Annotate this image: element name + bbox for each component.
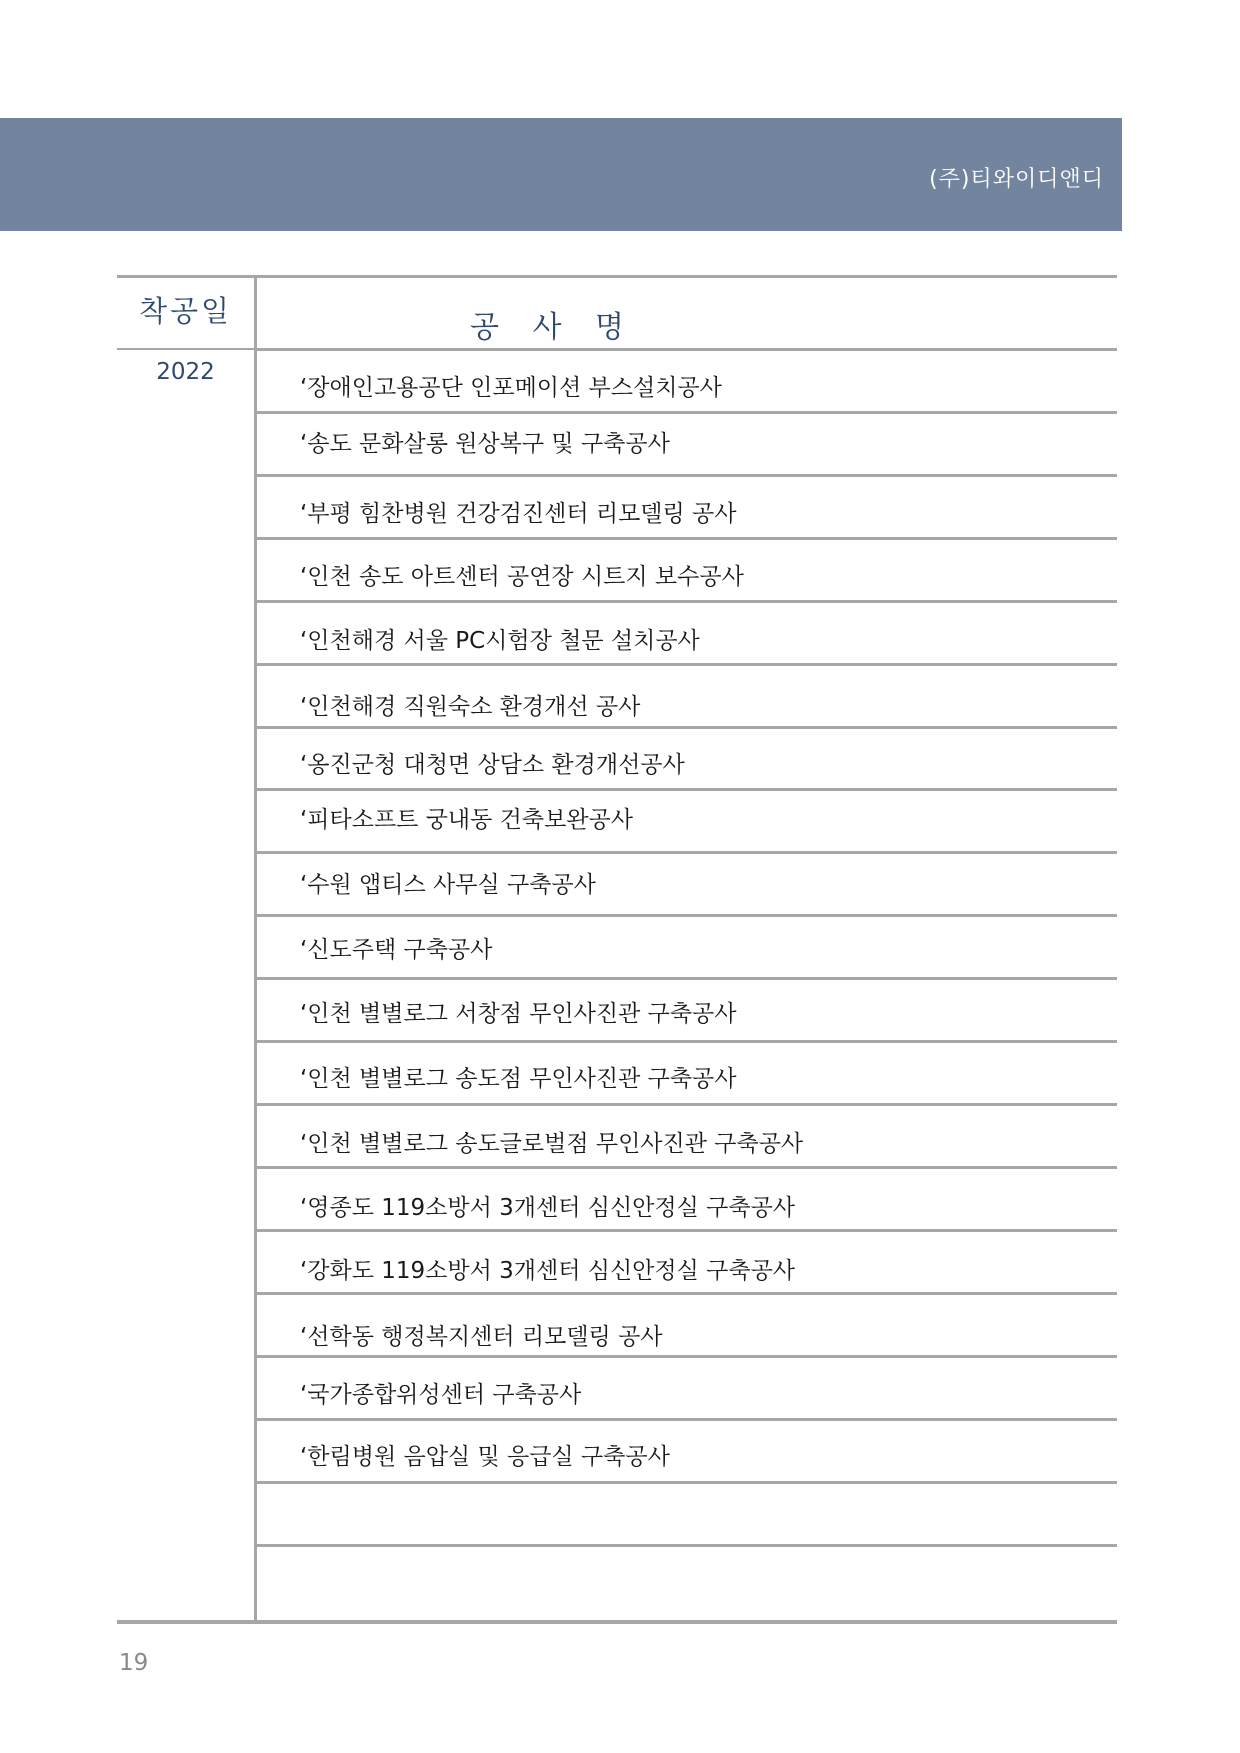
table-row: ‘국가종합위성센터 구축공사 bbox=[300, 1382, 582, 1408]
row-divider bbox=[257, 1481, 1117, 1484]
page-number: 19 bbox=[119, 1650, 149, 1676]
start-date-header: 착공일 bbox=[138, 294, 233, 328]
project-rows bbox=[257, 275, 1117, 1623]
table-row: ‘부평 힘찬병원 건강검진센터 리모델링 공사 bbox=[300, 501, 737, 527]
table-row: ‘송도 문화살롱 원상복구 및 구축공사 bbox=[300, 431, 670, 457]
table-row: ‘선학동 행정복지센터 리모델링 공사 bbox=[300, 1324, 663, 1350]
row-divider bbox=[257, 1544, 1117, 1547]
table-row: ‘인천 별별로그 송도글로벌점 무인사진관 구축공사 bbox=[300, 1131, 804, 1157]
table-row: ‘장애인고용공단 인포메이션 부스설치공사 bbox=[300, 375, 722, 401]
table-row: ‘인천 별별로그 서창점 무인사진관 구축공사 bbox=[300, 1001, 737, 1027]
row-divider bbox=[257, 1040, 1117, 1043]
row-divider bbox=[257, 474, 1117, 477]
year-label: 2022 bbox=[156, 359, 215, 385]
table-row: ‘인천해경 직원숙소 환경개선 공사 bbox=[300, 694, 641, 720]
table-row: ‘영종도 119소방서 3개센터 심신안정실 구축공사 bbox=[300, 1195, 796, 1221]
row-divider bbox=[257, 1355, 1117, 1358]
row-divider bbox=[257, 788, 1117, 791]
table-row: ‘인천해경 서울 PC시험장 철문 설치공사 bbox=[300, 628, 700, 654]
date-header-rule bbox=[117, 348, 254, 350]
row-divider bbox=[257, 1166, 1117, 1169]
row-divider bbox=[257, 977, 1117, 980]
row-divider bbox=[257, 851, 1117, 854]
table-row: ‘강화도 119소방서 3개센터 심신안정실 구축공사 bbox=[300, 1258, 796, 1284]
row-divider bbox=[257, 348, 1117, 351]
table-row: ‘옹진군청 대청면 상담소 환경개선공사 bbox=[300, 752, 685, 778]
row-divider bbox=[257, 726, 1117, 729]
row-divider bbox=[257, 914, 1117, 917]
table-row: ‘인천 별별로그 송도점 무인사진관 구축공사 bbox=[300, 1066, 737, 1092]
row-divider bbox=[257, 1229, 1117, 1232]
table-row: ‘인천 송도 아트센터 공연장 시트지 보수공사 bbox=[300, 564, 744, 590]
row-divider bbox=[257, 600, 1117, 603]
table-bottom-rule bbox=[117, 1620, 1117, 1624]
row-divider bbox=[257, 1418, 1117, 1421]
company-name: (주)티와이디앤디 bbox=[929, 167, 1104, 192]
row-divider bbox=[257, 1103, 1117, 1106]
row-divider bbox=[257, 663, 1117, 666]
table-row: ‘피타소프트 궁내동 건축보완공사 bbox=[300, 807, 633, 833]
table-row: ‘한림병원 음압실 및 응급실 구축공사 bbox=[300, 1444, 670, 1470]
project-table bbox=[117, 275, 1117, 1623]
project-name-header: 공 사 명 bbox=[469, 310, 624, 345]
table-row: ‘수원 앱티스 사무실 구축공사 bbox=[300, 872, 596, 898]
row-divider bbox=[257, 411, 1117, 414]
row-divider bbox=[257, 1292, 1117, 1295]
header-band bbox=[0, 118, 1122, 231]
row-divider bbox=[257, 537, 1117, 540]
table-row: ‘신도주택 구축공사 bbox=[300, 937, 493, 963]
